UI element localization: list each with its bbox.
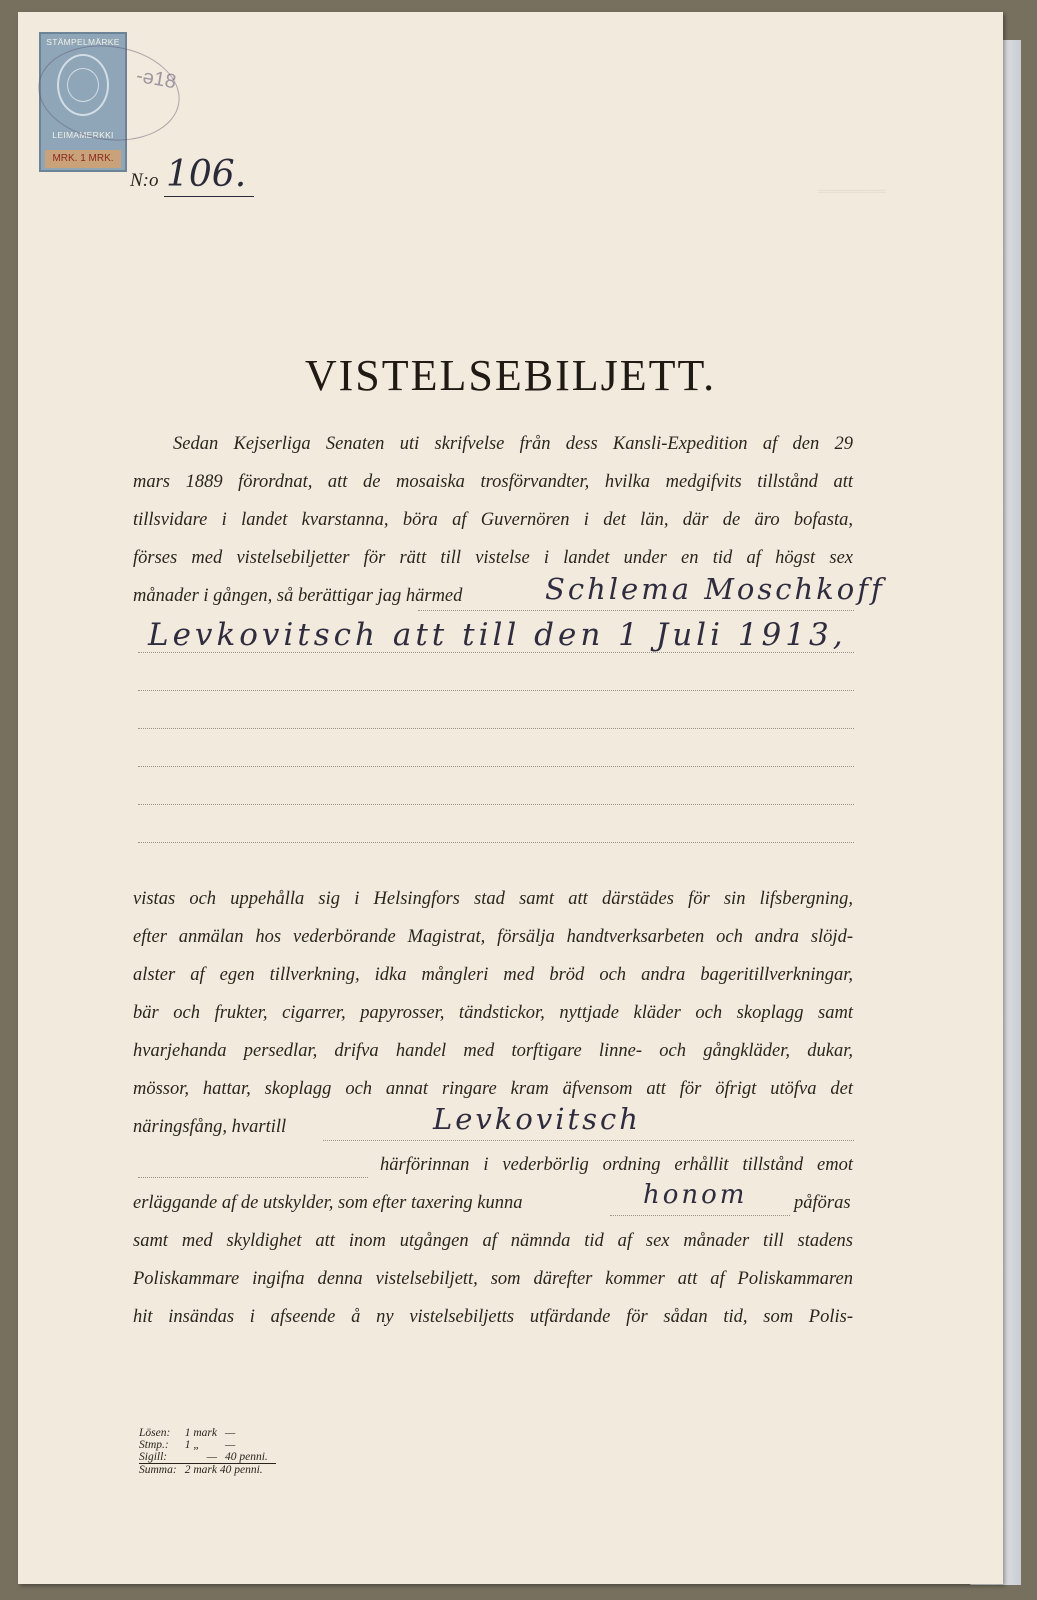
fee-row	[139, 1427, 276, 1439]
dotted-line	[138, 842, 854, 843]
fee-row	[139, 1439, 276, 1451]
number-label: N:o	[130, 170, 159, 191]
text-line: tillsvidare i landet kvarstanna, böra af Guvernören i det län, där de äro bofasta,	[133, 510, 853, 530]
fee-label: Stmp.:	[139, 1439, 169, 1451]
text-line: härförinnan i vederbörlig ordning erhållit tillstånd emot	[380, 1155, 853, 1175]
stamp-top-text: STÄMPELMÄRKE	[46, 37, 120, 47]
fee-extra: —	[224, 1439, 236, 1451]
fee-amount: 1 „	[184, 1439, 200, 1451]
show-through-text: ‗‗‗‗‗‗‗‗‗	[818, 177, 886, 193]
fee-label: Sigill:	[139, 1451, 185, 1464]
fee-extra: 40 penni.	[225, 1451, 276, 1464]
fee-amount: 1 mark	[184, 1427, 217, 1439]
handwritten-pronoun: honom	[643, 1180, 748, 1210]
text-line: Sedan Kejserliga Senaten uti skrifvelse från dess Kansli-Expedition af den 29	[173, 434, 853, 454]
dotted-line	[610, 1215, 790, 1216]
dotted-line	[138, 652, 854, 653]
fee-amount: 2 mark 40 penni.	[184, 1464, 263, 1476]
fee-table	[139, 1427, 276, 1476]
fee-row	[139, 1464, 276, 1477]
fee-row	[139, 1451, 276, 1464]
text-line: samt med skyldighet att inom utgången af nämnda tid af sex månader till stadens	[133, 1231, 853, 1251]
fee-label: Summa:	[139, 1464, 177, 1476]
paragraph-2	[133, 880, 853, 1108]
text-line: mars 1889 förordnat, att de mosaiska trosförvandter, hvilka medgifvits tillstånd att	[133, 472, 853, 492]
paragraph-3	[133, 1222, 853, 1336]
text-line: månader i gången, så berättigar jag härmed	[133, 586, 463, 606]
text-line: bär och frukter, cigarrer, papyrosser, tändstickor, nyttjade kläder och skoplagg samt	[133, 1003, 853, 1023]
text-line: mössor, hattar, skoplagg och annat ringare kram äfvensom att för öfrigt utöfva det	[133, 1079, 853, 1099]
text-line: förses med vistelsebiljetter för rätt till vistelse i landet under en tid af högst sex	[133, 548, 853, 568]
text-line: efter anmälan hos vederbörande Magistrat, försälja handtverksarbeten och andra slöjd-	[133, 927, 853, 947]
cancellation-text: -ə18	[134, 64, 178, 94]
fee-extra: —	[224, 1427, 236, 1439]
dotted-line	[138, 690, 854, 691]
number-underline	[164, 196, 254, 197]
text-line: vistas och uppehålla sig i Helsingfors stad samt att därstädes för sin lifsbergning,	[133, 889, 853, 909]
handwritten-name: Schlema Moschkoff	[545, 572, 885, 606]
handwritten-surname: Levkovitsch	[433, 1102, 641, 1136]
dotted-line	[418, 610, 854, 611]
dotted-line	[323, 1140, 854, 1141]
harforinnan-line	[380, 1146, 853, 1184]
text-line: hvarjehanda persedlar, drifva handel med torftigare linne- och gångkläder, dukar,	[133, 1041, 853, 1061]
document-page	[18, 12, 1003, 1584]
fee-summary	[139, 1427, 276, 1476]
dotted-line	[138, 804, 854, 805]
number-value: 106.	[166, 154, 247, 195]
dotted-line	[138, 728, 854, 729]
dotted-line	[138, 1177, 368, 1178]
text-line: erläggande af de utskylder, som efter taxering kunna	[133, 1193, 523, 1213]
paforas-text: påföras	[794, 1193, 851, 1213]
text-line: hit insändas i afseende å ny vistelsebiljetts utfärdande för sådan tid, som Polis-	[133, 1307, 853, 1327]
dotted-line	[138, 766, 854, 767]
stamp-middle-text: LEIMAMERKKI	[52, 130, 114, 140]
text-line: alster af egen tillverkning, idka mångleri med bröd och andra bageritillverkningar,	[133, 965, 853, 985]
text-line: näringsfång, hvartill	[133, 1117, 287, 1137]
paragraph-1	[133, 425, 853, 577]
fee-label: Lösen:	[139, 1427, 171, 1439]
text-line: Poliskammare ingifna denna vistelsebiljett, som därefter kommer att af Poliskammaren	[133, 1269, 853, 1289]
erlaggande-line	[133, 1184, 603, 1222]
handwritten-line-2: Levkovitsch att till den 1 Juli 1913,	[148, 617, 847, 653]
document-title: VISTELSEBILJETT.	[304, 351, 717, 400]
stamp-value: MRK. 1 MRK.	[45, 150, 121, 168]
fee-amount: —	[185, 1451, 225, 1464]
